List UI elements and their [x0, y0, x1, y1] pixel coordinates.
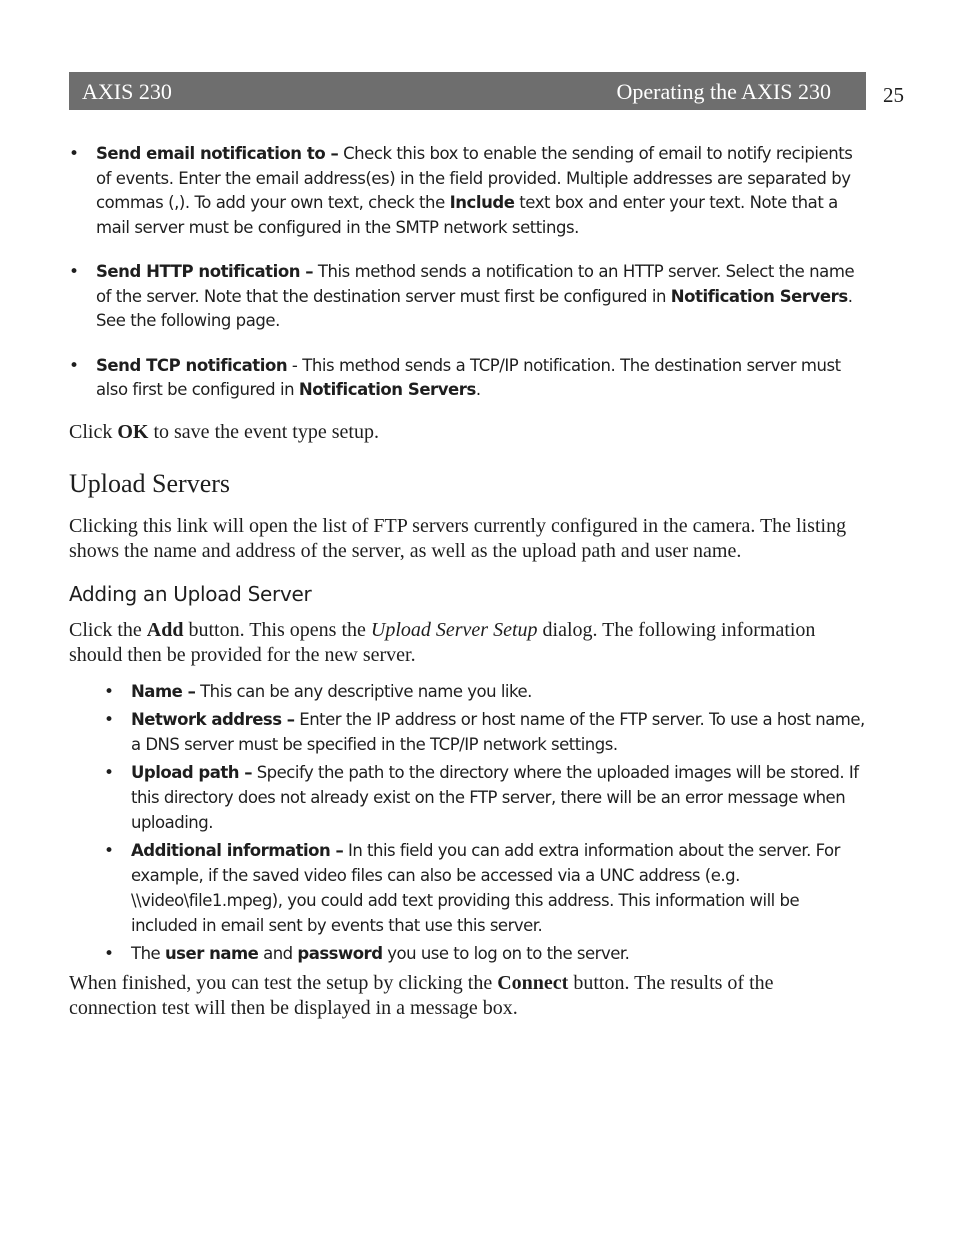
item-text: you use to log on to the server. — [382, 943, 630, 963]
click-ok-paragraph — [69, 420, 866, 445]
paragraph-text: Click the — [69, 619, 147, 641]
term-label: user name — [164, 943, 259, 963]
finish-paragraph — [69, 971, 866, 1020]
term-label: Network address – — [131, 710, 295, 730]
page-number: 25 — [883, 83, 904, 107]
term-label: Send email notification to – — [96, 144, 339, 163]
term-label: Send HTTP notification – — [96, 262, 314, 281]
term-label: Notification Servers — [670, 286, 848, 306]
paragraph-bold: Connect — [497, 972, 569, 994]
paragraph-bold: OK — [117, 421, 149, 443]
item-text: . See the following page. — [96, 286, 853, 330]
item-text: This can be any descriptive name you like. — [195, 682, 532, 701]
item-text: - This method sends a TCP/IP notification. The destination server must also first be configured in — [96, 355, 841, 399]
page-header-bar — [69, 72, 866, 110]
item-text: . — [475, 380, 481, 399]
term-label: password — [297, 943, 383, 963]
paragraph-text: button. The results of the connection test will then be displayed in a message box. — [69, 972, 774, 1019]
section-title: Upload Servers — [69, 469, 231, 498]
header-chapter-title: Operating the AXIS 230 — [616, 79, 831, 104]
paragraph-text: dialog. The following information should then be provided for the new server. — [69, 619, 816, 666]
list-item-http-notification — [69, 260, 866, 334]
paragraph-bold: Add — [146, 619, 184, 641]
list-item-name — [104, 680, 866, 705]
add-server-paragraph — [69, 618, 866, 667]
term-label: Include — [449, 193, 515, 212]
list-item-upload-path — [104, 761, 866, 835]
list-item-credentials — [104, 942, 866, 967]
paragraph-text: to save the event type setup. — [148, 421, 379, 443]
item-text: Check this box to enable the sending of email to notify recipients of events. Enter the email address(es) in the field provided. Multiple addresses are separated by commas (,). To add your own text, check the — [96, 144, 853, 212]
list-item-network-address — [104, 708, 866, 758]
paragraph-italic: Upload Server Setup — [370, 619, 538, 641]
paragraph-text: button. This opens the — [183, 619, 371, 641]
term-label: Name – — [131, 682, 196, 701]
header-product-name: AXIS 230 — [82, 79, 172, 104]
subsection-title: Adding an Upload Server — [69, 582, 312, 606]
item-text: and — [258, 943, 298, 963]
term-label: Additional information – — [131, 841, 344, 861]
section-intro-paragraph: Clicking this link will open the list of FTP servers currently configured in the camera. The listing shows the name and address of the server, as well as the upload path and user name. — [69, 515, 847, 562]
paragraph-text: When finished, you can test the setup by clicking the — [69, 972, 498, 994]
list-item-email-notification — [69, 142, 866, 240]
item-text: Specify the path to the directory where the uploaded images will be stored. If this directory does not already exist on the FTP server, there will be an error message when uploading. — [131, 763, 859, 832]
list-item-additional-information — [104, 839, 866, 938]
term-label: Send TCP notification — [96, 355, 288, 375]
list-item-tcp-notification — [69, 354, 866, 403]
item-text: The — [131, 943, 165, 963]
item-text: Enter the IP address or host name of the FTP server. To use a host name, a DNS server must be specified in the TCP/IP network settings. — [131, 710, 865, 755]
term-label: Notification Servers — [298, 380, 476, 399]
server-fields-list — [104, 680, 866, 970]
term-label: Upload path – — [131, 763, 252, 783]
paragraph-text: Click — [69, 421, 118, 443]
item-text: In this field you can add extra information about the server. For example, if the saved video files can also be accessed via a UNC address (e.g. \\video\file1.mpeg), you could add text providing this address. This information will be included in email sent by events that use this server. — [131, 841, 840, 935]
event-action-list — [69, 142, 866, 423]
item-text: This method sends a notification to an HTTP server. Select the name of the server. Note that the destination server must first be configured in — [96, 262, 855, 306]
item-text: text box and enter your text. Note that a mail server must be configured in the SMTP network settings. — [96, 193, 838, 237]
